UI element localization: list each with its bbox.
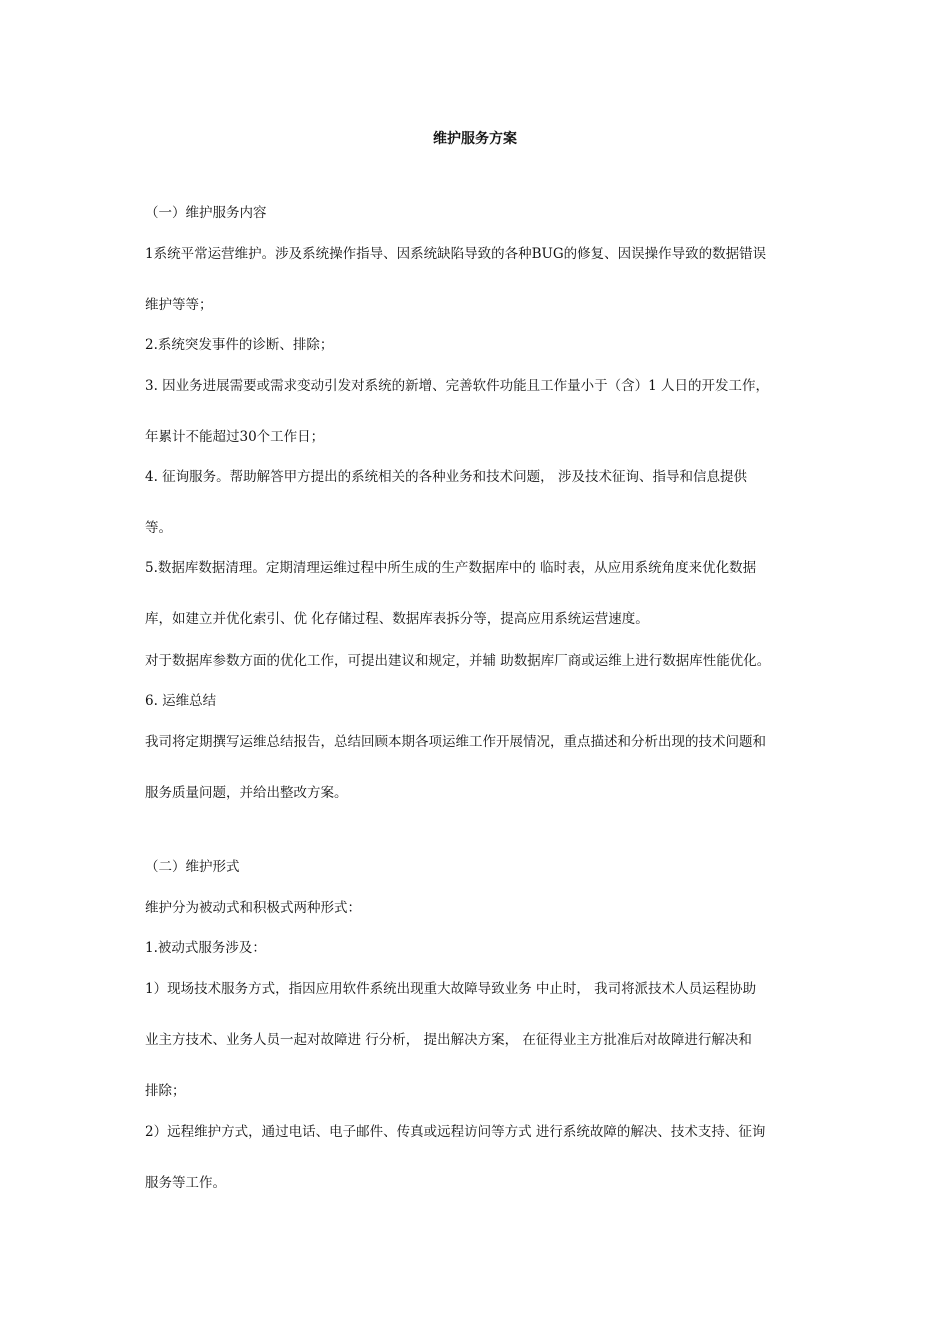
paragraph-line: 业主方技术、业务人员一起对故障进 行分析， 提出解决方案， 在征得业主方批准后对故障进行解决和 [145, 1032, 752, 1048]
paragraph-line: 3. 因业务进展需要或需求变动引发对系统的新增、完善软件功能且工作量小于（含）1 人日的开发工作， [145, 378, 770, 394]
paragraph-line: 我司将定期撰写运维总结报告，总结回顾本期各项运维工作开展情况，重点描述和分析出现的技术问题和 [145, 734, 766, 750]
paragraph-line: 4. 征询服务。帮助解答甲方提出的系统相关的各种业务和技术问题， 涉及技术征询、指导和信息提供 [145, 469, 747, 485]
paragraph-line: 1）现场技术服务方式，指因应用软件系统出现重大故障导致业务 中止时， 我司将派技术人员运程协助 [145, 981, 757, 997]
paragraph-line: 2）远程维护方式，通过电话、电子邮件、传真或远程访问等方式 进行系统故障的解决、技术支持、征询 [145, 1124, 766, 1140]
section-heading-content: （一）维护服务内容 [145, 205, 267, 221]
paragraph-line: 服务等工作。 [145, 1175, 226, 1191]
paragraph-line: 等。 [145, 520, 172, 536]
paragraph-line: 维护分为被动式和积极式两种形式： [145, 900, 361, 916]
paragraph-line: 库，如建立并优化索引、优 化存储过程、数据库表拆分等，提高应用系统运营速度。 [145, 611, 649, 627]
paragraph-line: 年累计不能超过30个工作日； [145, 429, 325, 445]
paragraph-line: 1.被动式服务涉及： [145, 940, 266, 956]
paragraph-line: 1系统平常运营维护。涉及系统操作指导、因系统缺陷导致的各种BUG的修复、因误操作导致的数据错误 [145, 246, 767, 262]
paragraph-line: 维护等等； [145, 297, 213, 313]
paragraph-line: 6. 运维总结 [145, 693, 217, 709]
document-title: 维护服务方案 [433, 131, 517, 147]
paragraph-line: 服务质量问题，并给出整改方案。 [145, 785, 348, 801]
paragraph-line: 排除； [145, 1083, 186, 1099]
paragraph-line: 5.数据库数据清理。定期清理运维过程中所生成的生产数据库中的 临时表，从应用系统角度来优化数据 [145, 560, 757, 576]
paragraph-line: 2.系统突发事件的诊断、排除； [145, 337, 334, 353]
section-heading-form: （二）维护形式 [145, 859, 240, 875]
paragraph-line: 对于数据库参数方面的优化工作，可提出建议和规定，并辅 助数据库厂商或运维上进行数据库性能优化。 [145, 653, 771, 669]
